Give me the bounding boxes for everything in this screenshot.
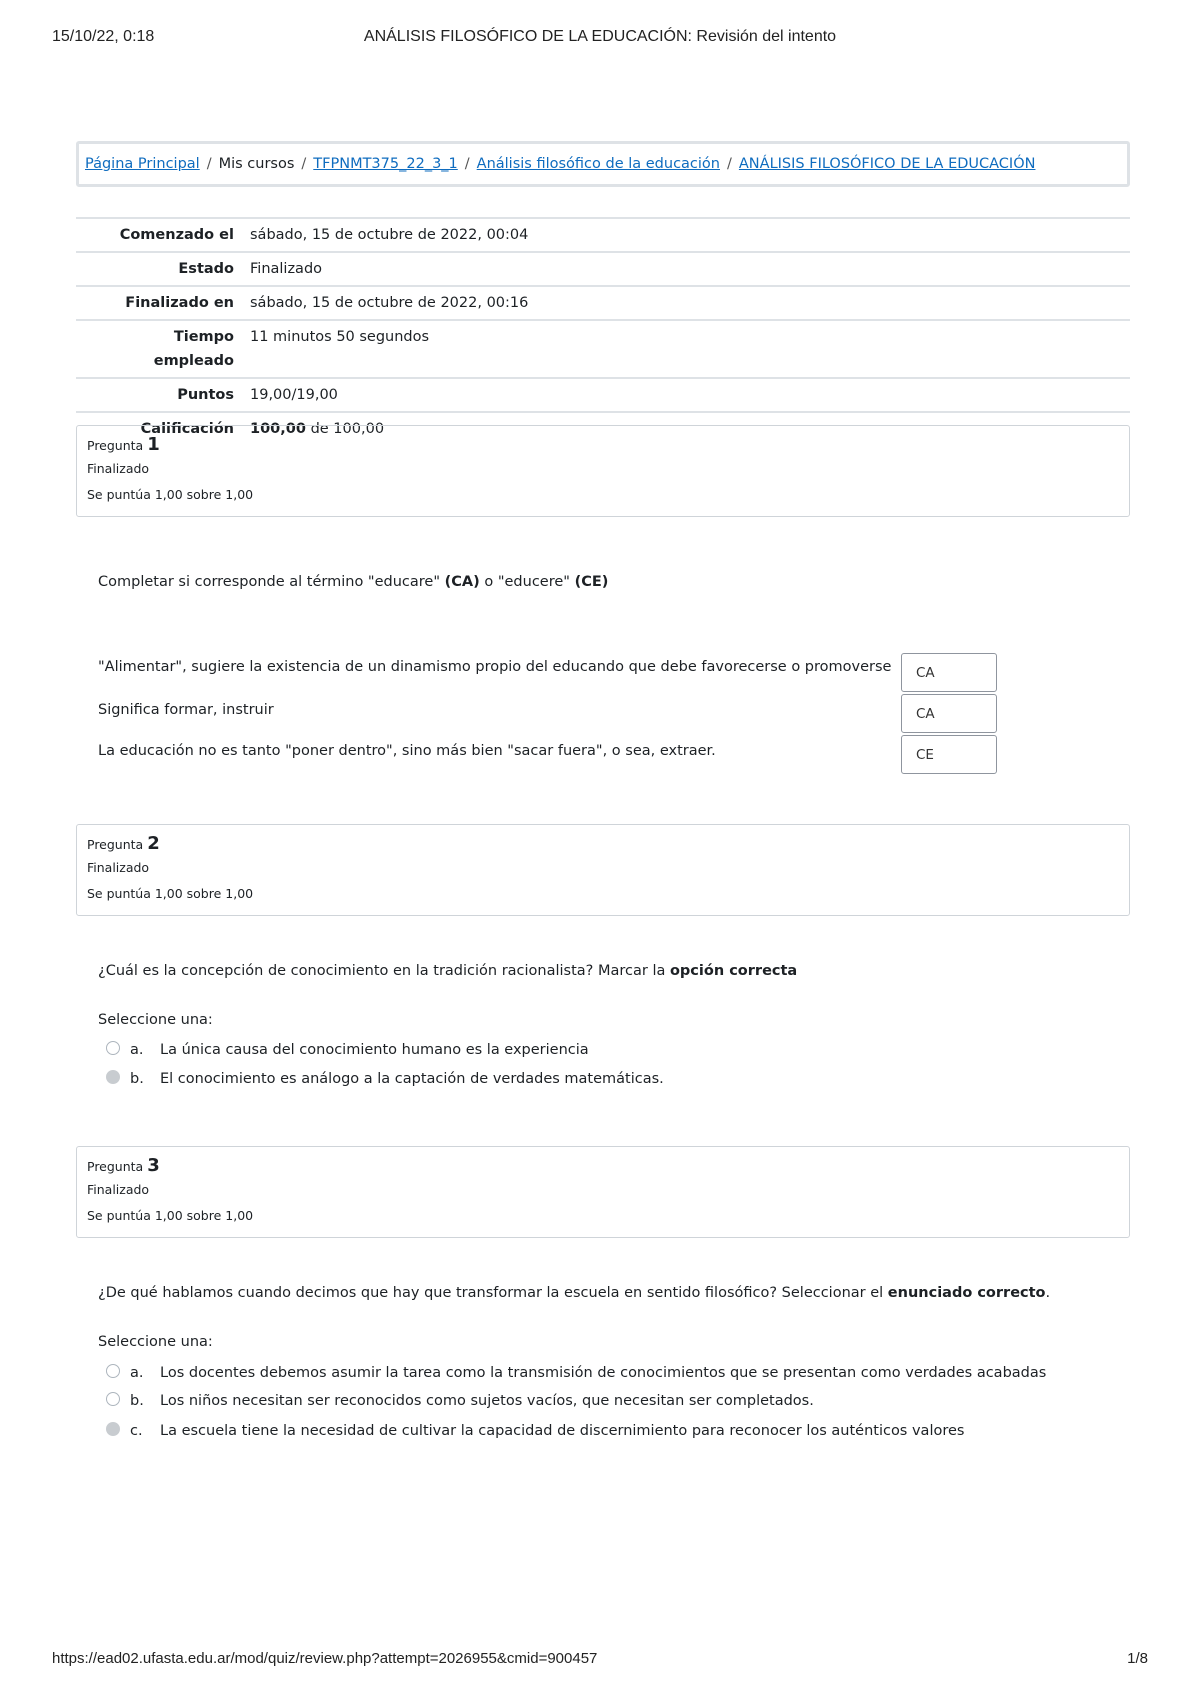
points-label: Puntos (177, 387, 234, 403)
grade-value-rest: de 100,00 (310, 421, 385, 437)
summary-row-started (76, 218, 1130, 252)
breadcrumb-separator: / (727, 156, 732, 172)
breadcrumb-separator: / (464, 156, 470, 172)
breadcrumb (76, 141, 1130, 187)
print-page-number: 1/8 (1127, 1650, 1148, 1667)
question-text-part: o "educere" (479, 574, 575, 590)
option-text: El conocimiento es análogo a la captación de verdades matemáticas. (160, 1071, 664, 1087)
answer-option-b[interactable] (106, 1392, 814, 1409)
summary-row-points (76, 378, 1130, 412)
summary-row-finished (76, 286, 1130, 320)
question-grade: Se puntúa 1,00 sobre 1,00 (87, 1207, 254, 1223)
started-label: Comenzado el (119, 227, 234, 243)
option-text: Los docentes debemos asumir la tarea como la transmisión de conocimientos que se presentan como verdades acabadas (160, 1365, 1047, 1381)
match-select-2[interactable]: CA (901, 694, 997, 733)
option-letter: b. (130, 1071, 144, 1087)
radio-button[interactable] (106, 1041, 120, 1055)
time-label (76, 320, 246, 378)
breadcrumb-separator: / (301, 156, 307, 172)
grade-value-bold: 100,00 (250, 421, 306, 437)
option-text: La única causa del conocimiento humano es la experiencia (160, 1042, 589, 1058)
match-row-2-text: Significa formar, instruir (98, 702, 274, 718)
question-2-text (98, 963, 797, 979)
question-number-value: 3 (147, 1155, 160, 1176)
time-label-line2: empleado (153, 353, 234, 369)
question-1-text (98, 574, 608, 590)
option-letter: c. (130, 1423, 143, 1439)
question-text-bold: opción correcta (669, 963, 798, 979)
option-letter: b. (130, 1393, 144, 1409)
summary-row-state (76, 252, 1130, 286)
state-value: Finalizado (250, 261, 323, 277)
question-state: Finalizado (87, 860, 150, 875)
breadcrumb-quiz-link[interactable]: ANÁLISIS FILOSÓFICO DE LA EDUCACIÓN (738, 156, 1036, 172)
match-select-3[interactable]: CE (901, 735, 997, 774)
started-value: sábado, 15 de octubre de 2022, 00:04 (250, 227, 529, 243)
print-header (52, 28, 1148, 50)
select-one-label: Seleccione una: (98, 1334, 213, 1350)
question-grade: Se puntúa 1,00 sobre 1,00 (87, 885, 254, 901)
radio-button-checked[interactable] (106, 1070, 120, 1084)
question-state: Finalizado (87, 461, 150, 476)
question-text-part: Completar si corresponde al término "educare" (98, 574, 445, 590)
question-number (87, 436, 1119, 454)
question-text-bold: (CA) (444, 574, 480, 590)
question-state: Finalizado (87, 1182, 150, 1197)
question-text-bold: (CE) (574, 574, 609, 590)
question-text-bold: enunciado correcto (887, 1285, 1046, 1301)
match-select-1[interactable]: CA (901, 653, 997, 692)
question-label: Pregunta (87, 1159, 144, 1174)
match-row-3-text: La educación no es tanto "poner dentro", sino más bien "sacar fuera", o sea, extraer. (98, 743, 716, 759)
option-text: La escuela tiene la necesidad de cultivar la capacidad de discernimiento para reconocer los auténticos valores (160, 1423, 965, 1439)
breadcrumb-course-code-link[interactable]: TFPNMT375_22_3_1 (313, 156, 458, 172)
breadcrumb-home-link[interactable]: Página Principal (85, 156, 200, 172)
print-url: https://ead02.ufasta.edu.ar/mod/quiz/review.php?attempt=2026955&cmid=900457 (52, 1650, 598, 1667)
question-label: Pregunta (87, 837, 144, 852)
question-2-info (76, 824, 1130, 916)
question-label: Pregunta (87, 438, 144, 453)
grade-label: Calificación (140, 421, 234, 437)
question-3-text (98, 1285, 1050, 1301)
question-text-part: ¿De qué hablamos cuando decimos que hay que transformar la escuela en sentido filosófico? Seleccionar el (98, 1285, 888, 1301)
question-1-info (76, 425, 1130, 517)
question-text-part: . (1045, 1285, 1051, 1301)
state-label: Estado (178, 261, 234, 277)
breadcrumb-my-courses: Mis cursos (218, 156, 295, 172)
option-letter: a. (130, 1042, 144, 1058)
option-text: Los niños necesitan ser reconocidos como sujetos vacíos, que necesitan ser completados. (160, 1393, 814, 1409)
answer-option-a[interactable] (106, 1041, 589, 1058)
print-date: 15/10/22, 0:18 (52, 28, 155, 45)
question-number (87, 835, 1119, 853)
question-number-value: 1 (147, 434, 160, 455)
radio-button[interactable] (106, 1392, 120, 1406)
question-grade: Se puntúa 1,00 sobre 1,00 (87, 486, 254, 502)
question-text-part: ¿Cuál es la concepción de conocimiento en la tradición racionalista? Marcar la (98, 963, 670, 979)
match-row-1-text: "Alimentar", sugiere la existencia de un dinamismo propio del educando que debe favorecerse o promoverse (98, 659, 892, 675)
time-value: 11 minutos 50 segundos (250, 329, 430, 345)
print-footer (52, 1650, 1148, 1672)
select-one-label: Seleccione una: (98, 1012, 213, 1028)
answer-option-a[interactable] (106, 1364, 1046, 1381)
summary-row-time (76, 320, 1130, 378)
question-3-info (76, 1146, 1130, 1238)
question-number-value: 2 (147, 833, 160, 854)
print-title: ANÁLISIS FILOSÓFICO DE LA EDUCACIÓN: Revisión del intento (363, 28, 837, 45)
radio-button[interactable] (106, 1364, 120, 1378)
question-number (87, 1157, 1119, 1175)
answer-option-b[interactable] (106, 1070, 664, 1087)
breadcrumb-course-link[interactable]: Análisis filosófico de la educación (476, 156, 720, 172)
attempt-summary-table (76, 217, 1130, 445)
points-value: 19,00/19,00 (250, 387, 338, 403)
radio-button-checked[interactable] (106, 1422, 120, 1436)
finished-value: sábado, 15 de octubre de 2022, 00:16 (250, 295, 529, 311)
option-letter: a. (130, 1365, 144, 1381)
time-label-line1: Tiempo (173, 329, 234, 345)
breadcrumb-separator: / (206, 156, 212, 172)
finished-label: Finalizado en (125, 295, 234, 311)
answer-option-c[interactable] (106, 1422, 964, 1439)
